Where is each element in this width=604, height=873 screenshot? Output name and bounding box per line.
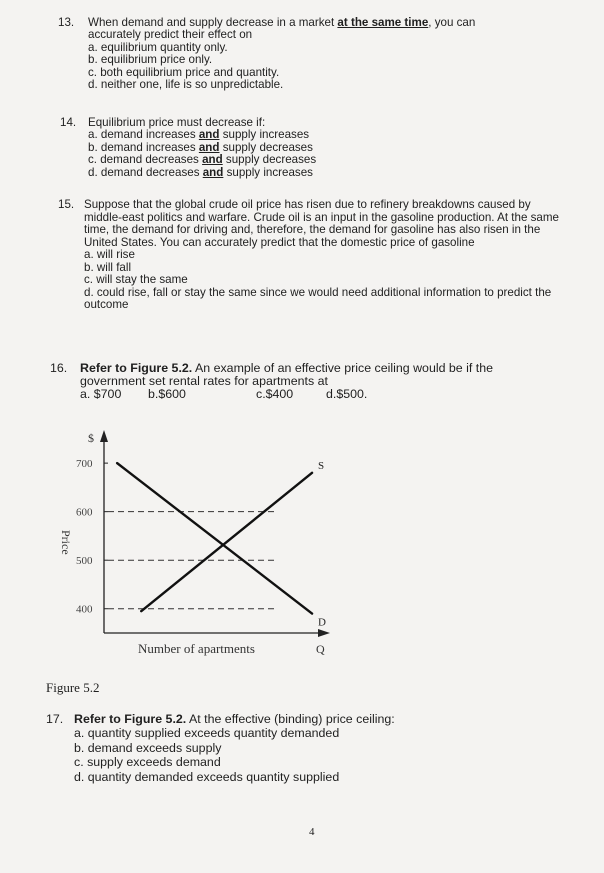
option-text: supply increases [219,128,310,142]
option-emphasis: and [202,165,224,179]
figure-caption: Figure 5.2 [46,680,100,695]
option-a: a. will rise [84,248,135,262]
option-c: c. will stay the same [84,273,188,287]
supply-label: S [318,459,325,472]
option-b: b.$600 [148,387,186,402]
curves [117,460,326,629]
option-c: c.$400 [256,387,294,402]
y-axis-label: Price [59,530,73,555]
supply-curve [141,473,312,611]
stem-text: , you can [428,16,476,29]
option-d: d. could rise, fall or stay the same since we would need additional information to predict the outcome [84,285,552,312]
figure-5-2-chart [40,420,350,670]
x-axis-end-label: Q [316,642,325,656]
y-unit-label: $ [88,431,94,445]
y-tick-label: 500 [76,555,93,568]
stem-text: At the effective (binding) price ceiling: [186,712,395,726]
option-d: d. quantity demanded exceeds quantity supplied [74,769,340,784]
option-text: supply increases [223,165,313,179]
option-text: c. demand decreases [88,153,203,167]
question-number: 17. [46,712,64,726]
option-emphasis: and [198,140,220,154]
question-stem-line2: accurately predict their effect on [88,28,253,42]
x-axis-arrow-icon [318,629,330,637]
question-body [80,362,493,401]
option-d [88,167,316,179]
question-stem: Suppose that the global crude oil price has risen due to refinery breakdowns caused by middle-east politics and warfare. Crude oil is an input in the gasoline production. At the same time, the demand for driving and, therefore, the demand for gasoline has also risen in the United States. You can accurately predict that the domestic price of gasoline [84,198,559,249]
option-a: a. $700 [80,387,122,402]
question-number: 16. [50,361,68,375]
question-number: 15. [58,198,75,211]
stem-text: An example of an effective price ceiling would be if the [192,361,494,375]
question-body [84,199,564,312]
option-a: a. equilibrium quantity only. [88,40,228,54]
question-body [88,117,316,179]
question-number: 13. [58,16,75,29]
option-text: supply decreases [219,140,313,154]
x-axis-label: Number of apartments [138,641,255,656]
option-c: c. both equilibrium price and quantity. [88,65,280,79]
option-d: d.$500. [326,387,368,402]
figure-reference: Refer to Figure 5.2. [74,712,187,726]
page-number: 4 [309,826,315,838]
option-b: b. demand exceeds supply [74,740,222,755]
option-text: b. demand increases [88,140,199,154]
question-stem-line2: government set rental rates for apartments at [80,374,328,389]
option-d: d. neither one, life is so unpredictable. [88,78,284,92]
y-tick-labels [76,458,108,616]
option-text: supply decreases [222,153,317,167]
option-text: d. demand decreases [88,165,203,179]
option-b: b. will fall [84,260,132,274]
option-text: a. demand increases [88,128,199,142]
question-stem [74,712,395,726]
demand-label: D [318,616,327,629]
figure-reference: Refer to Figure 5.2. [80,361,193,375]
y-tick-label: 700 [76,458,93,471]
y-tick-label: 600 [76,506,93,519]
option-a: a. quantity supplied exceeds quantity demanded [74,726,340,741]
option-b: b. equilibrium price only. [88,53,213,67]
stem-text: When demand and supply decrease in a market [88,16,338,29]
stem-emphasis: at the same time [337,16,429,29]
y-tick-label: 400 [76,603,93,616]
question-number: 14. [60,116,77,129]
demand-curve [117,463,312,613]
question-body [74,712,395,784]
question-body [88,17,475,91]
option-emphasis: and [198,128,220,142]
y-axis-arrow-icon [100,430,108,442]
choice-row [80,388,493,401]
option-emphasis: and [202,153,223,167]
option-c: c. supply exceeds demand [74,755,221,770]
question-stem: Equilibrium price must decrease if: [88,116,266,129]
reference-lines [108,512,278,609]
